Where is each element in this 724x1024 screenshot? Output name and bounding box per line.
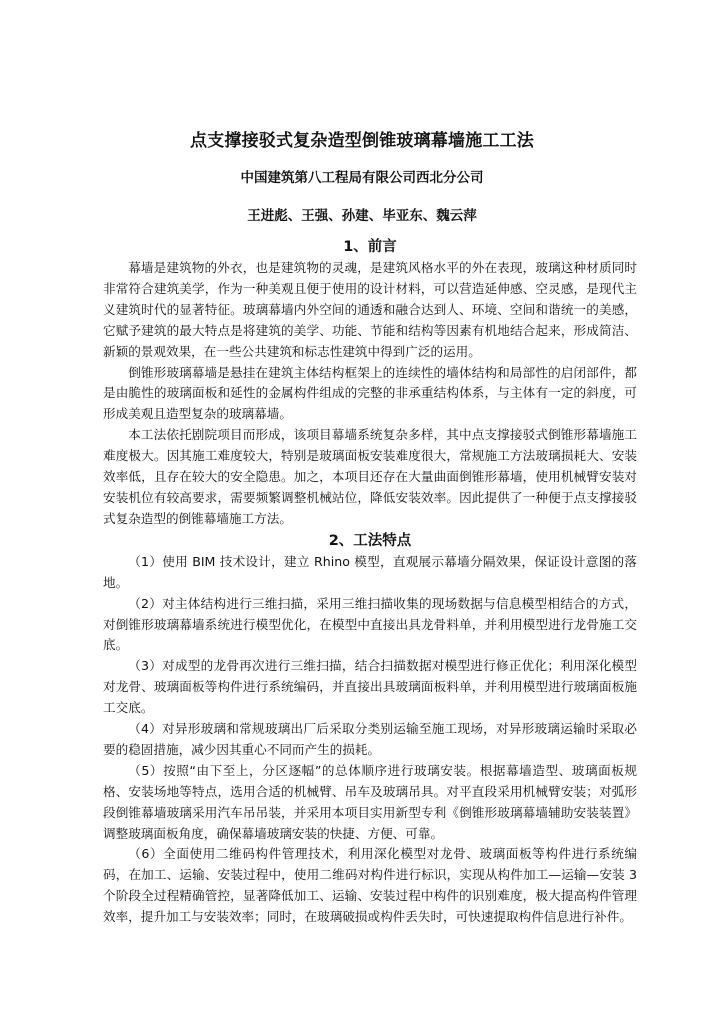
paragraph: （2）对主体结构进行三维扫描，采用三维扫描收集的现场数据与信息模型相结合的方式，对倒锥形玻璃幕墙系统进行模型优化，在模型中直接出具龙骨料单，并利用模型进行龙骨施工交底。	[103, 595, 637, 653]
paragraph: 倒锥形玻璃幕墙是悬挂在建筑主体结构框架上的连续性的墙体结构和局部性的启闭部件，都是由脆性的玻璃面板和延性的金属构件组成的完整的非承重结构体系，与主体有一定的斜度，可形成美观且造型复杂的玻璃幕墙。	[103, 364, 637, 422]
document-body	[103, 236, 637, 928]
section-heading-preface: 1、前言	[343, 239, 397, 255]
paragraph: （4）对异形玻璃和常规玻璃出厂后采取分类别运输至施工现场，对异形玻璃运输时采取必要的稳固措施，减少因其重心不同而产生的损耗。	[103, 721, 637, 757]
section-heading-features: 2、工法特点	[328, 532, 412, 549]
author-list: 王进彪、王强、孙建、毕亚东、魏云萍	[247, 208, 477, 224]
paragraph: （6）全面使用二维码构件管理技术，利用深化模型对龙骨、玻璃面板等构件进行系统编码，在加工、运输、安装过程中，使用二维码对构件进行标识，实现从构件加工—运输—安装 3 个阶段全过程精确管控，显著降低加工、运输、安装过程中构件的识别难度，极大提高构件管理效率，提升加工与安装效率；同时，在玻璃破损或构件丢失时，可快速提取构件信息进行补件。	[103, 846, 637, 925]
paragraph: 本工法依托剧院项目而形成，该项目幕墙系统复杂多样，其中点支撑接驳式倒锥形幕墙施工难度极大。因其施工难度较大，特别是玻璃面板安装难度很大，常规施工方法玻璃损耗大、安装效率低，且存在较大的安全隐患。加之，本项目还存在大量曲面倒锥形幕墙，使用机械臂安装对安装机位有较高要求，需要频繁调整机械站位，降低安装效率。因此提供了一种便于点支撑接驳式复杂造型的倒锥幕墙施工方法。	[103, 427, 637, 526]
paragraph: （5）按照“由下至上，分区逐幅”的总体顺序进行玻璃安装。根据幕墙造型、玻璃面板规格、安装场地等特点，选用合适的机械臂、吊车及玻璃吊具。对平直段采用机械臂安装；对弧形段倒锥幕墙玻璃采用汽车吊吊装，并采用本项目实用新型专利《倒锥形玻璃幕墙辅助安装装置》调整玻璃面板角度，确保幕墙玻璃安装的快捷、方便、可靠。	[103, 762, 637, 841]
paragraph: （3）对成型的龙骨再次进行三维扫描，结合扫描数据对模型进行修正优化；利用深化模型对龙骨、玻璃面板等构件进行系统编码，并直接出具玻璃面板料单，并利用模型进行玻璃面板施工交底。	[103, 658, 637, 716]
paragraph: 幕墙是建筑物的外衣，也是建筑物的灵魂，是建筑风格水平的外在表现，玻璃这种材质同时非常符合建筑美学，作为一种美观且便于使用的设计材料，可以营造延伸感、空灵感，是现代主义建筑时代的显著特征。玻璃幕墙内外空间的通透和融合达到人、环境、空间和谐统一的美感，它赋予建筑的最大特点是将建筑的美学、功能、节能和结构等因素有机地结合起来，形成简洁、新颖的景观效果，在一些公共建筑和标志性建筑中得到广泛的运用。	[103, 260, 637, 359]
paragraph: （1）使用 BIM 技术设计，建立 Rhino 模型，直观展示幕墙分隔效果，保证设计意图的落地。	[103, 553, 637, 590]
organization-name: 中国建筑第八工程局有限公司西北分公司	[240, 170, 484, 186]
document-title: 点支撑接驳式复杂造型倒锥玻璃幕墙施工工法	[190, 131, 534, 151]
